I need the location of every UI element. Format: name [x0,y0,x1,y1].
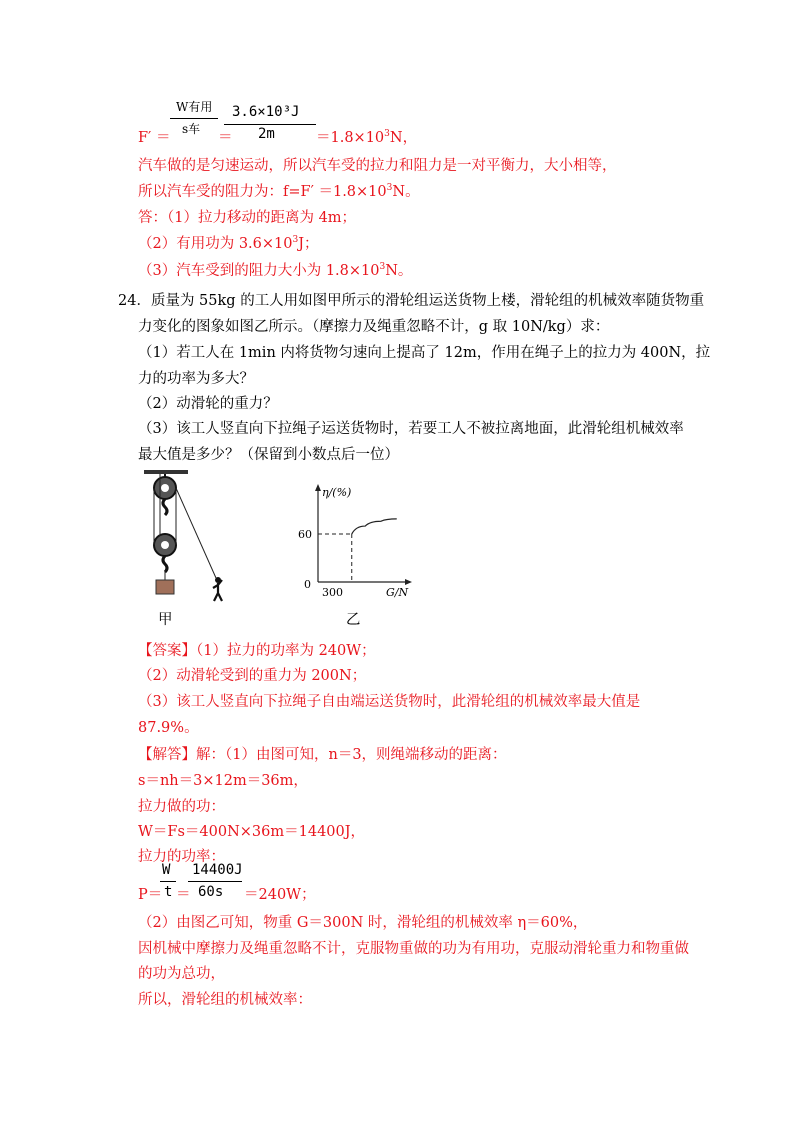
formula1-num-val: 3.6×10³J [232,104,300,120]
fraction-bar [170,118,218,119]
efficiency-chart [290,478,420,598]
p-rhs: ＝240W； [244,887,316,903]
question-text: （3）该工人竖直向下拉绳子运送货物时，若要工人不被拉离地面，此滑轮组机械效率 [138,421,684,437]
question-text: （1）若工人在 1min 内将货物匀速向上提高了 12m，作用在绳子上的拉力为 400N，拉 [138,345,711,361]
solution-line: 拉力的功率： [138,849,225,865]
formula1-den-top: s车 [182,122,201,136]
p-lhs: P＝ [138,887,163,903]
solution-line: s＝nh＝3×12m＝36m， [138,773,308,789]
p-num2: 14400J [192,862,243,878]
figure-caption-right: 乙 [346,612,361,628]
efficiency-curve [352,519,397,534]
figure-caption-left: 甲 [158,612,173,628]
text-line: 所以汽车受的阻力为：$f=F' =1.8\times 10^3N$。 [138,183,420,200]
answer-line: （3）该工人竖直向下拉绳子自由端运送货物时，此滑轮组的机械效率最大值是 [138,694,641,710]
answer-line: （2）动滑轮受到的重力为 200N； [138,668,367,684]
formula1-num-top: W有用 [176,100,213,114]
solution-line: 因机械中摩擦力及绳重忽略不计，克服物重做的功为有用功，克服动滑轮重力和物重做 [138,941,689,957]
text-line: 汽车做的是匀速运动，所以汽车受的拉力和阻力是一对平衡力，大小相等， [138,158,617,174]
question-text: 力的功率为多大？ [138,371,254,387]
fraction-bar [160,881,176,882]
solution-line: （2）由图乙可知，物重 G＝300N 时，滑轮组的机械效率 η＝60%， [138,915,588,931]
solution-line: 所以，滑轮组的机械效率： [138,992,312,1008]
p-eq: ＝ [176,887,191,903]
formula1-rhs: $=1.8\times 10^3N$， [316,129,418,146]
answer-line: 【答案】（1）拉力的功率为 240W； [138,643,376,659]
question-text: 24．质量为 55kg 的工人用如图甲所示的滑轮组运送货物上楼，滑轮组的机械效率随货物重 [118,293,705,309]
p-den1: t [164,884,173,900]
fraction-bar [188,881,242,882]
y-axis-label: η/(%) [322,486,352,499]
y-tick-label: 60 [298,528,312,542]
solution-line: 的功为总功， [138,966,225,982]
text-line: （2）有用功为 $3.6\times 10^3J$； [138,235,319,252]
solution-line: W＝Fs＝400N×36m＝14400J， [138,824,366,840]
formula1-den-val: 2m [258,126,275,142]
text-line: （3）汽车受到的阻力大小为 $1.8\times 10^3N$。 [138,262,413,279]
p-den2: 60s [198,884,224,900]
question-text: （2）动滑轮的重力？ [138,396,278,412]
question-text: 最大值是多少？（保留到小数点后一位） [138,447,399,463]
question-text: 力变化的图象如图乙所示。（摩擦力及绳重忽略不计，g 取 10N/kg）求： [138,319,610,335]
pulley-figure [140,470,240,610]
fraction-bar [224,124,316,125]
formula1-eq: ＝ [218,130,233,146]
p-num1: W [162,862,171,878]
text-line: 答：（1）拉力移动的距离为 4m； [138,210,357,226]
solution-line: 拉力做的功： [138,799,225,815]
x-tick-label: 300 [322,586,343,598]
x-axis-label: G/N [386,586,409,598]
formula1-lhs: F′ ＝ [138,130,171,146]
answer-line: 87.9%。 [138,720,199,736]
origin-label: 0 [304,578,311,591]
solution-line: 【解答】解：（1）由图可知，n＝3，则绳端移动的距离： [138,747,507,763]
